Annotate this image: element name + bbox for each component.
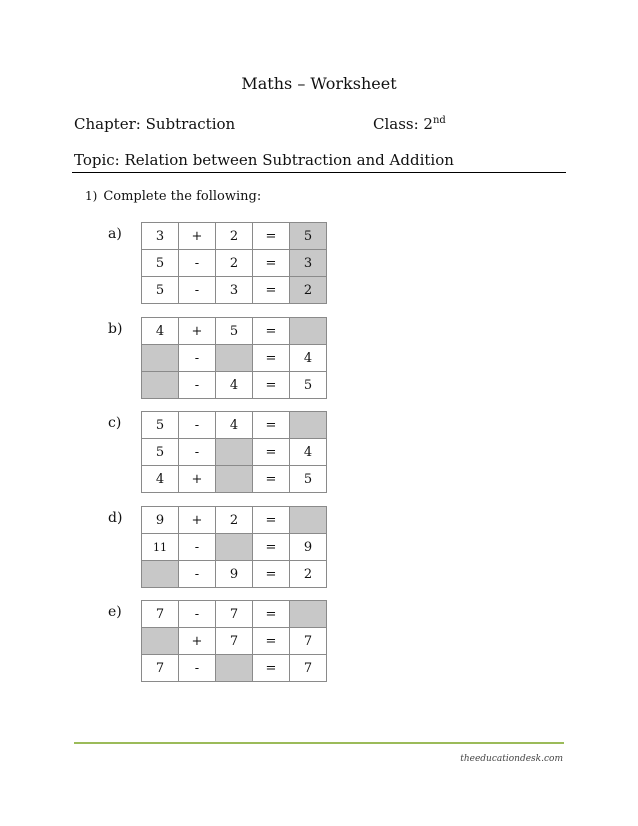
equation-cell: = (253, 655, 290, 682)
footer-divider (74, 742, 564, 744)
equation-cell: 4 (290, 439, 327, 466)
equation-cell: 5 (290, 466, 327, 493)
equation-cell: = (253, 534, 290, 561)
equation-cell: 5 (142, 277, 179, 304)
equation-row (142, 439, 327, 466)
equation-cell: = (253, 223, 290, 250)
equation-row (142, 412, 327, 439)
equation-cell: 2 (216, 507, 253, 534)
equation-cell: - (179, 534, 216, 561)
equation-cell: 2 (290, 277, 327, 304)
equation-grid (141, 411, 327, 493)
equation-cell: 4 (216, 412, 253, 439)
equation-cell: 5 (290, 372, 327, 399)
equation-cell: = (253, 318, 290, 345)
equation-cell: 3 (142, 223, 179, 250)
equation-cell: 5 (216, 318, 253, 345)
equation-cell: - (179, 345, 216, 372)
equation-cell: 4 (142, 466, 179, 493)
question-1 (85, 189, 261, 204)
equation-cell: = (253, 250, 290, 277)
equation-grid (141, 317, 327, 399)
equation-cell: + (179, 223, 216, 250)
question-text: Complete the following: (103, 189, 262, 204)
part-label: e) (108, 604, 122, 620)
equation-cell: - (179, 250, 216, 277)
equation-cell: - (179, 655, 216, 682)
equation-cell: 11 (142, 534, 179, 561)
part-label: b) (108, 321, 123, 337)
equation-cell: - (179, 412, 216, 439)
equation-cell: - (179, 601, 216, 628)
equation-cell: 9 (290, 534, 327, 561)
equation-cell: 2 (216, 223, 253, 250)
equation-cell: = (253, 507, 290, 534)
equation-cell: = (253, 412, 290, 439)
question-number: 1) (85, 189, 98, 203)
equation-row (142, 345, 327, 372)
equation-row (142, 561, 327, 588)
equation-row (142, 507, 327, 534)
answer-cell[interactable] (290, 318, 327, 345)
part-label: d) (108, 510, 123, 526)
equation-grid (141, 506, 327, 588)
page-title: Maths – Worksheet (241, 74, 397, 93)
equation-cell: + (179, 507, 216, 534)
equation-cell: 3 (216, 277, 253, 304)
equation-cell: 4 (142, 318, 179, 345)
equation-cell: 4 (290, 345, 327, 372)
equation-cell: 2 (216, 250, 253, 277)
equation-row (142, 655, 327, 682)
equation-cell: + (179, 318, 216, 345)
equation-cell: 4 (216, 372, 253, 399)
equation-cell: + (179, 466, 216, 493)
equation-cell: 5 (142, 439, 179, 466)
equation-cell: = (253, 345, 290, 372)
answer-cell[interactable] (290, 412, 327, 439)
chapter-label: Chapter: Subtraction (74, 115, 236, 133)
answer-cell[interactable] (216, 655, 253, 682)
equation-cell: = (253, 372, 290, 399)
equation-cell: = (253, 601, 290, 628)
equation-cell: - (179, 439, 216, 466)
equation-cell: = (253, 561, 290, 588)
footer-site: theeducationdesk.com (460, 754, 563, 764)
class-label-text: Class: 2 (373, 115, 433, 133)
answer-cell[interactable] (142, 628, 179, 655)
part-label: a) (108, 226, 122, 242)
equation-cell: 5 (142, 412, 179, 439)
equation-grid (141, 222, 327, 304)
class-label-suffix: nd (432, 115, 446, 126)
equation-row (142, 318, 327, 345)
equation-row (142, 601, 327, 628)
answer-cell[interactable] (216, 534, 253, 561)
part-label: c) (108, 415, 122, 431)
equation-cell: 5 (290, 223, 327, 250)
equation-cell: - (179, 561, 216, 588)
equation-cell: = (253, 439, 290, 466)
equation-cell: 7 (216, 601, 253, 628)
answer-cell[interactable] (142, 345, 179, 372)
equation-cell: 9 (142, 507, 179, 534)
equation-cell: = (253, 628, 290, 655)
answer-cell[interactable] (142, 561, 179, 588)
equation-cell: 7 (142, 655, 179, 682)
equation-row (142, 250, 327, 277)
answer-cell[interactable] (216, 439, 253, 466)
equation-grid (141, 600, 327, 682)
equation-cell: 9 (216, 561, 253, 588)
equation-cell: 5 (142, 250, 179, 277)
answer-cell[interactable] (290, 507, 327, 534)
equation-row (142, 534, 327, 561)
answer-cell[interactable] (216, 466, 253, 493)
equation-row (142, 277, 327, 304)
answer-cell[interactable] (142, 372, 179, 399)
equation-cell: 2 (290, 561, 327, 588)
header-divider (72, 172, 566, 173)
equation-row (142, 372, 327, 399)
topic-label: Topic: Relation between Subtraction and Addition (74, 151, 454, 169)
equation-row (142, 466, 327, 493)
equation-cell: 7 (216, 628, 253, 655)
equation-row (142, 223, 327, 250)
equation-cell: + (179, 628, 216, 655)
class-label (373, 115, 446, 133)
equation-cell: - (179, 277, 216, 304)
equation-cell: = (253, 277, 290, 304)
equation-cell: = (253, 466, 290, 493)
equation-cell: - (179, 372, 216, 399)
equation-cell: 7 (142, 601, 179, 628)
answer-cell[interactable] (290, 601, 327, 628)
equation-row (142, 628, 327, 655)
equation-cell: 3 (290, 250, 327, 277)
equation-cell: 7 (290, 655, 327, 682)
equation-cell: 7 (290, 628, 327, 655)
answer-cell[interactable] (216, 345, 253, 372)
